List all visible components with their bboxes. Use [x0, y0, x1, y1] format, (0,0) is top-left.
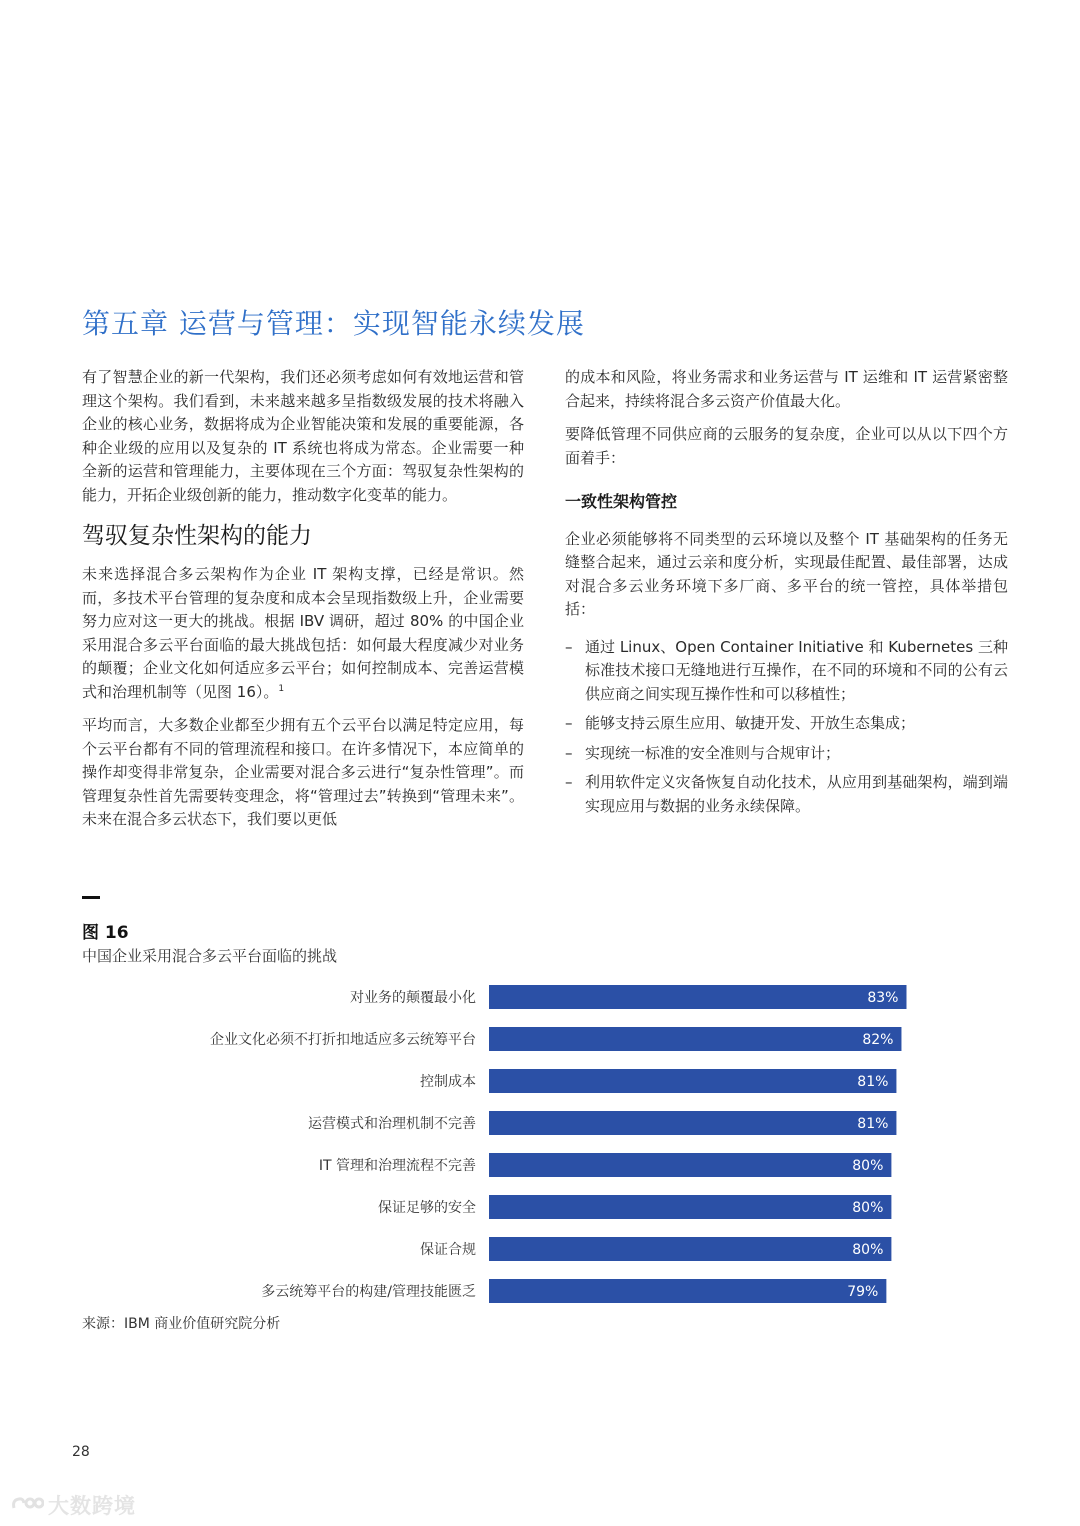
list-item: – 能够支持云原生应用、敏捷开发、开放生态集成；: [565, 712, 1008, 736]
continuation-paragraph: 的成本和风险，将业务需求和业务运营与 IT 运维和 IT 运营紧密整合起来，持续将混合多云资产价值最大化。: [565, 368, 1008, 410]
architecture-paragraph: 企业必须能够将不同类型的云环境以及整个 IT 基础架构的任务无缝整合起来，通过云亲和度分析，实现最佳配置、最佳部署，达成对混合多云业务环境下多厂商、多平台的统一管控，具体举措包括：: [565, 529, 1008, 618]
challenges-bar-chart: [82, 983, 1012, 1313]
section-heading-complexity: 驾驭复杂性架构的能力: [82, 523, 312, 549]
chart-svg: [82, 983, 1012, 1313]
complexity-paragraph: [82, 563, 524, 704]
watermark-logo-icon: [10, 1494, 44, 1516]
bar-value-label: 82%: [862, 1032, 894, 1048]
intro-paragraph: 有了智慧企业的新一代架构，我们还必须考虑如何有效地运营和管理这个架构。我们看到，未来越来越多呈指数级发展的技术将融入企业的核心业务，数据将成为企业智能决策和发展的重要能源，各种企业级的应用以及复杂的 IT 系统也将成为常态。企业需要一种全新的运营和管理能力，主要体现在三个方面：驾驭复杂性架构的能力，开拓企业级创新的能力，推动数字化变革的能力。: [82, 368, 524, 504]
category-label: 保证足够的安全: [378, 1200, 476, 1216]
bar: [489, 1111, 896, 1135]
watermark: [10, 1490, 136, 1520]
bar: [489, 1195, 891, 1219]
category-label: 多云统筹平台的构建/管理技能匮乏: [261, 1284, 476, 1300]
category-label: 控制成本: [420, 1074, 476, 1090]
bar-value-label: 80%: [852, 1242, 884, 1258]
list-item: – 通过 Linux、Open Container Initiative 和 Kubernetes 三种标准技术接口无缝地进行互操作，在不同的环境和不同的公有云供应商之间实现互操作性和可以移植性；: [565, 636, 1008, 707]
footnote-marker[interactable]: 1: [278, 683, 285, 694]
figure-divider: [82, 896, 100, 899]
approach-paragraph: 要降低管理不同供应商的云服务的复杂度，企业可以从以下四个方面着手：: [565, 425, 1008, 467]
bar-value-label: 80%: [852, 1200, 884, 1216]
section-heading-architecture: 一致性架构管控: [565, 492, 678, 511]
left-column: [82, 366, 524, 842]
bar: [489, 1279, 886, 1303]
bar: [489, 1069, 896, 1093]
category-label: IT 管理和治理流程不完善: [318, 1158, 476, 1174]
right-column: [565, 366, 1008, 824]
bar: [489, 1027, 901, 1051]
figure-caption: 中国企业采用混合多云平台面临的挑战: [82, 947, 338, 965]
watermark-text: 大数跨境: [48, 1494, 136, 1518]
bar-value-label: 79%: [847, 1284, 879, 1300]
bar-value-label: 83%: [867, 990, 899, 1006]
multicloud-paragraph: 平均而言，大多数企业都至少拥有五个云平台以满足特定应用，每个云平台都有不同的管理流程和接口。在许多情况下，本应简单的操作却变得非常复杂，企业需要对混合多云进行“复杂性管理”。而管理复杂性首先需要转变理念，将“管理过去”转换到“管理未来”。未来在混合多云状态下，我们要以更低: [82, 716, 524, 828]
chapter-title: 第五章 运营与管理：实现智能永续发展: [82, 307, 585, 340]
page-number: 28: [72, 1444, 90, 1460]
bar-value-label: 81%: [857, 1074, 889, 1090]
figure-label: 图 16: [82, 923, 129, 943]
figure-source: 来源：IBM 商业价值研究院分析: [82, 1316, 281, 1332]
category-label: 保证合规: [420, 1242, 476, 1258]
bar-value-label: 80%: [852, 1158, 884, 1174]
bar-value-label: 81%: [857, 1116, 889, 1132]
complexity-paragraph-text: 未来选择混合多云架构作为企业 IT 架构支撑，已经是常识。然而，多技术平台管理的复杂度和成本会呈现指数级上升，企业需要努力应对这一更大的挑战。根据 IBV 调研，超过 80% 的中国企业采用混合多云平台面临的最大挑战包括：如何最大程度减少对业务的颠覆；企业文化如何适应多云平台；如何控制成本、完善运营模式和治理机制等（见图 16）。: [82, 565, 524, 701]
list-item: – 利用软件定义灾备恢复自动化技术，从应用到基础架构，端到端实现应用与数据的业务永续保障。: [565, 771, 1008, 818]
measures-list: [565, 636, 1008, 819]
bar: [489, 1153, 891, 1177]
list-item: – 实现统一标准的安全准则与合规审计；: [565, 742, 1008, 766]
category-label: 对业务的颠覆最小化: [350, 990, 476, 1006]
category-label: 企业文化必须不打折扣地适应多云统筹平台: [210, 1032, 476, 1048]
bar: [489, 1237, 891, 1261]
category-label: 运营模式和治理机制不完善: [308, 1116, 476, 1132]
bar: [489, 985, 906, 1009]
